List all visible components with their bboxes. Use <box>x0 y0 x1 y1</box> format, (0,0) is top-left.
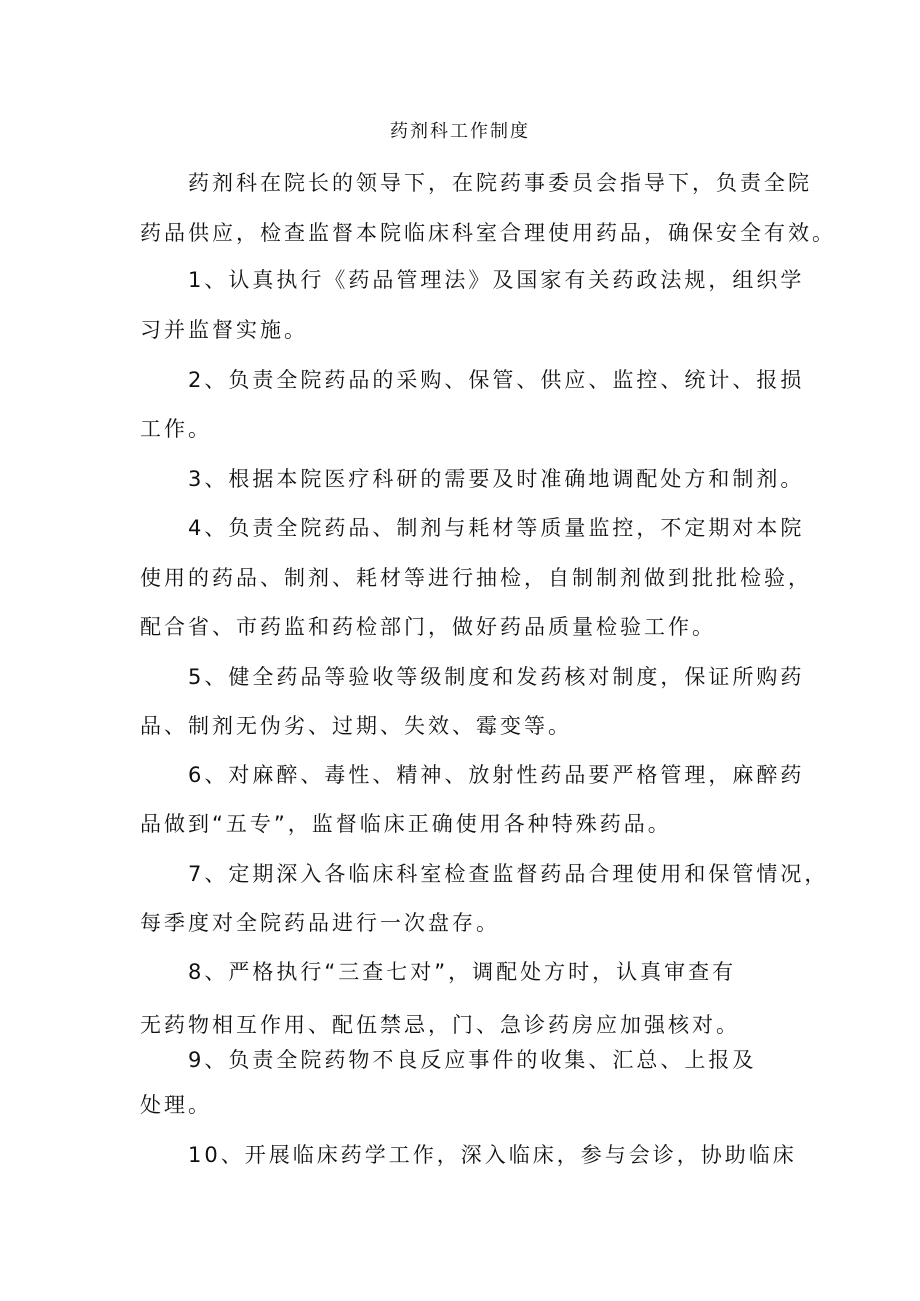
paragraph-line: 10、开展临床药学工作，深入临床，参与会诊，协助临床 <box>188 1143 797 1167</box>
paragraph-line: 8、严格执行“三查七对”，调配处方时，认真审查有 <box>188 960 737 984</box>
paragraph-line: 药品供应，检查监督本院临床科室合理使用药品，确保安全有效。 <box>140 221 836 245</box>
paragraph-line: 2、负责全院药品的采购、保管、供应、监控、统计、报损 <box>188 368 805 392</box>
paragraph-line: 处理。 <box>140 1093 212 1117</box>
paragraph-line: 使用的药品、制剂、耗材等进行抽检，自制制剂做到批批检验， <box>140 566 812 590</box>
paragraph-line: 药剂科在院长的领导下，在院药事委员会指导下，负责全院 <box>188 171 812 195</box>
paragraph-line: 无药物相互作用、配伍禁忌，门、急诊药房应加强核对。 <box>140 1013 740 1037</box>
paragraph-line: 7、定期深入各临床科室检查监督药品合理使用和保管情况， <box>188 862 829 886</box>
paragraph-line: 1、认真执行《药品管理法》及国家有关药政法规，组织学 <box>188 268 805 292</box>
paragraph-line: 习并监督实施。 <box>140 318 308 342</box>
paragraph-line: 品做到“五专”，监督临床正确使用各种特殊药品。 <box>140 812 672 836</box>
paragraph-line: 工作。 <box>140 417 212 441</box>
paragraph-line: 6、对麻醉、毒性、精神、放射性药品要严格管理，麻醉药 <box>188 763 805 787</box>
paragraph-line: 配合省、市药监和药检部门，做好药品质量检验工作。 <box>140 615 716 639</box>
paragraph-line: 9、负责全院药物不良反应事件的收集、汇总、上报及 <box>188 1048 757 1072</box>
document-title: 药剂科工作制度 <box>390 121 530 142</box>
paragraph-line: 3、根据本院医疗科研的需要及时准确地调配处方和制剂。 <box>188 467 805 491</box>
paragraph-line: 每季度对全院药品进行一次盘存。 <box>140 911 500 935</box>
paragraph-line: 品、制剂无伪劣、过期、失效、霉变等。 <box>140 714 572 738</box>
paragraph-line: 4、负责全院药品、制剂与耗材等质量监控，不定期对本院 <box>188 516 805 540</box>
paragraph-line: 5、健全药品等验收等级制度和发药核对制度，保证所购药 <box>188 665 805 689</box>
